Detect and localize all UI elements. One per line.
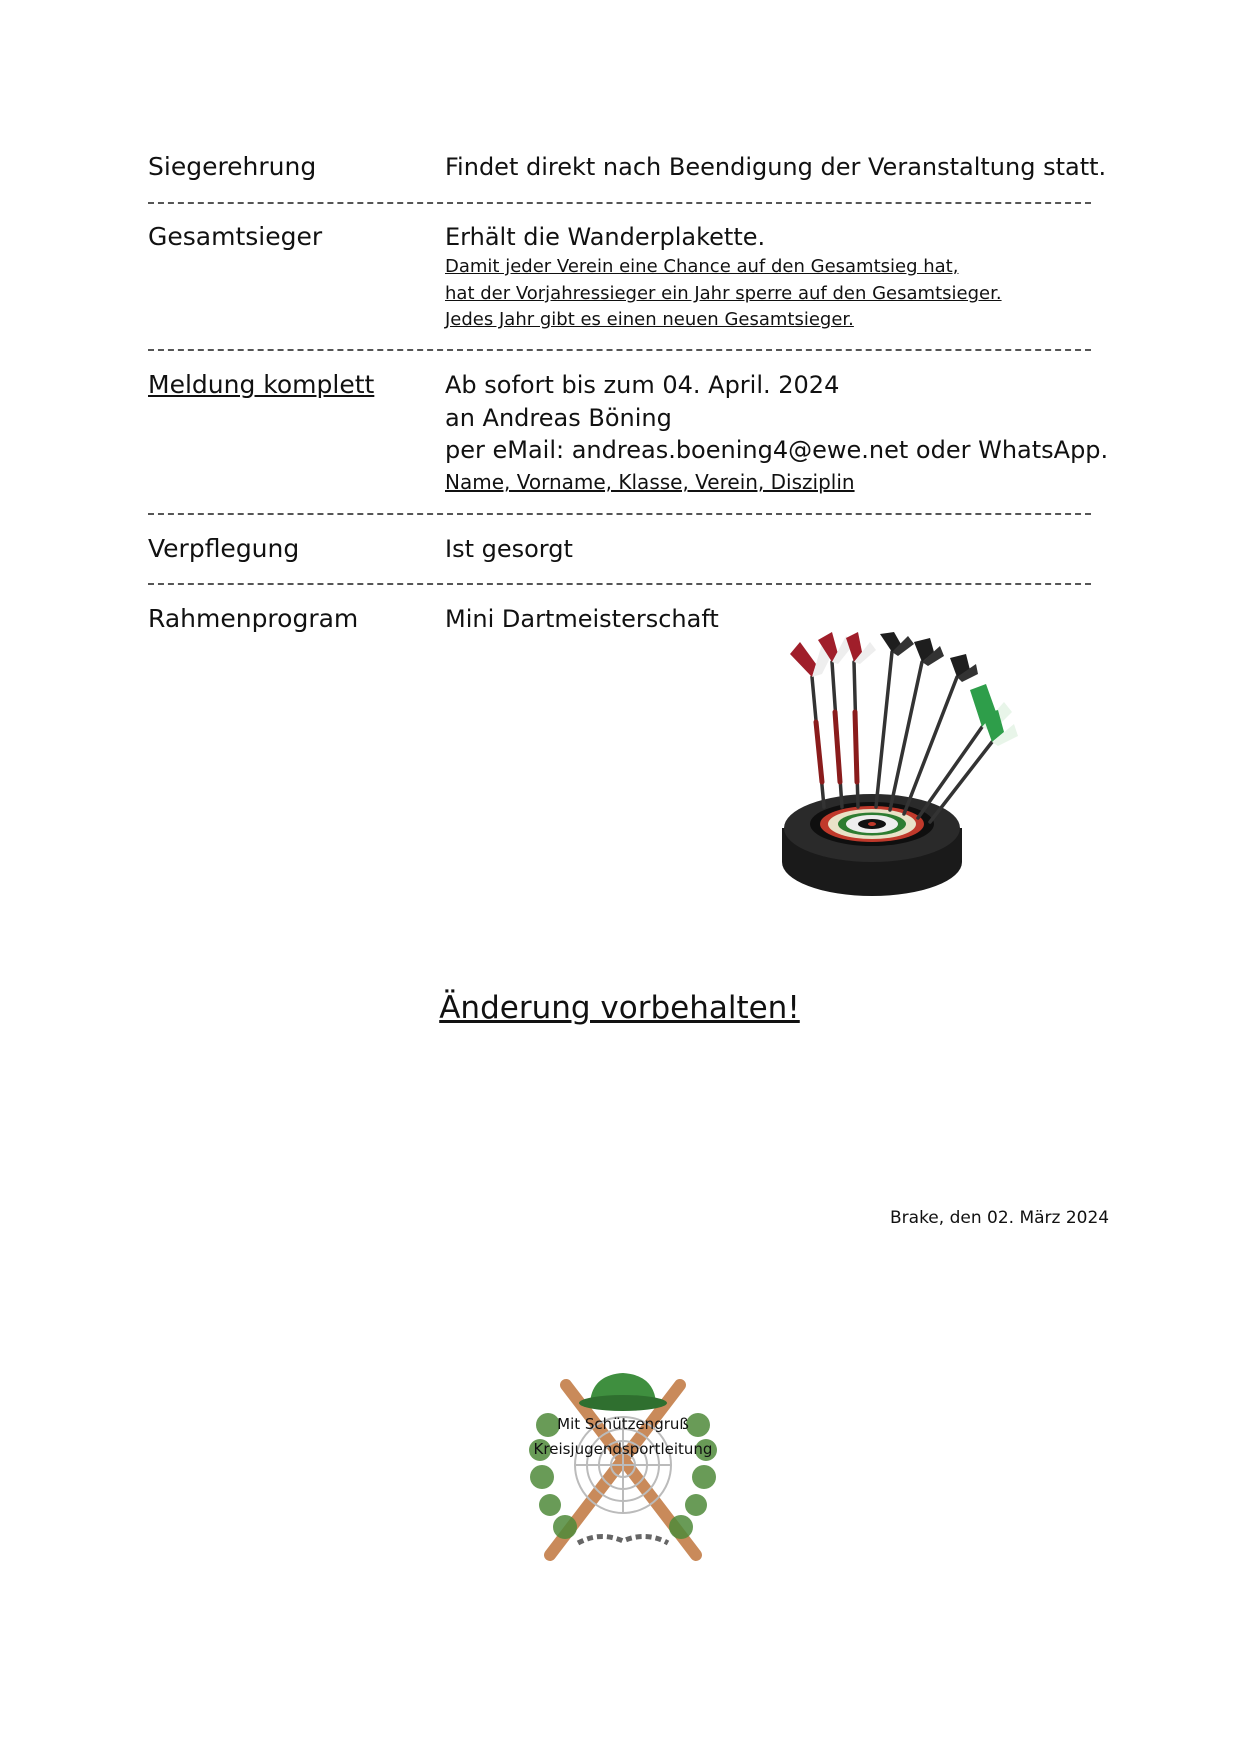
label-meldung: Meldung komplett — [148, 370, 375, 399]
note-meldung: Name, Vorname, Klasse, Verein, Disziplin — [445, 470, 855, 494]
darts-picture — [782, 632, 1022, 904]
value-rahmenprogram: Mini Dartmeisterschaft — [445, 605, 719, 633]
separator — [148, 202, 1091, 204]
note-gesamtsieger-3: Jedes Jahr gibt es einen neuen Gesamtsieger. — [445, 309, 854, 330]
label-verpflegung: Verpflegung — [148, 534, 300, 563]
value-verpflegung: Ist gesorgt — [445, 535, 573, 563]
separator — [148, 513, 1091, 515]
club-emblem — [520, 1365, 726, 1565]
value-gesamtsieger: Erhält die Wanderplakette. — [445, 223, 766, 251]
note-gesamtsieger-2: hat der Vorjahressieger ein Jahr sperre auf den Gesamtsieger. — [445, 283, 1002, 304]
value-meldung-3: per eMail: andreas.boening4@ewe.net oder WhatsApp. — [445, 436, 1109, 464]
note-gesamtsieger-1: Damit jeder Verein eine Chance auf den Gesamtsieg hat, — [445, 256, 959, 277]
greeting-text: Mit Schützengruß — [557, 1415, 689, 1433]
emblem-graphic — [520, 1365, 726, 1565]
separator — [148, 349, 1091, 351]
value-meldung-2: an Andreas Böning — [445, 404, 672, 432]
label-rahmenprogram: Rahmenprogram — [148, 604, 359, 633]
place-date: Brake, den 02. März 2024 — [890, 1208, 1110, 1228]
signature-org: Kreisjugendsportleitung — [533, 1440, 713, 1458]
separator — [148, 583, 1091, 585]
disclaimer-heading: Änderung vorbehalten! — [439, 990, 800, 1026]
value-siegerehrung: Findet direkt nach Beendigung der Veranstaltung statt. — [445, 153, 1107, 181]
label-siegerehrung: Siegerehrung — [148, 152, 317, 181]
value-meldung-1: Ab sofort bis zum 04. April. 2024 — [445, 371, 840, 399]
label-gesamtsieger: Gesamtsieger — [148, 222, 323, 251]
